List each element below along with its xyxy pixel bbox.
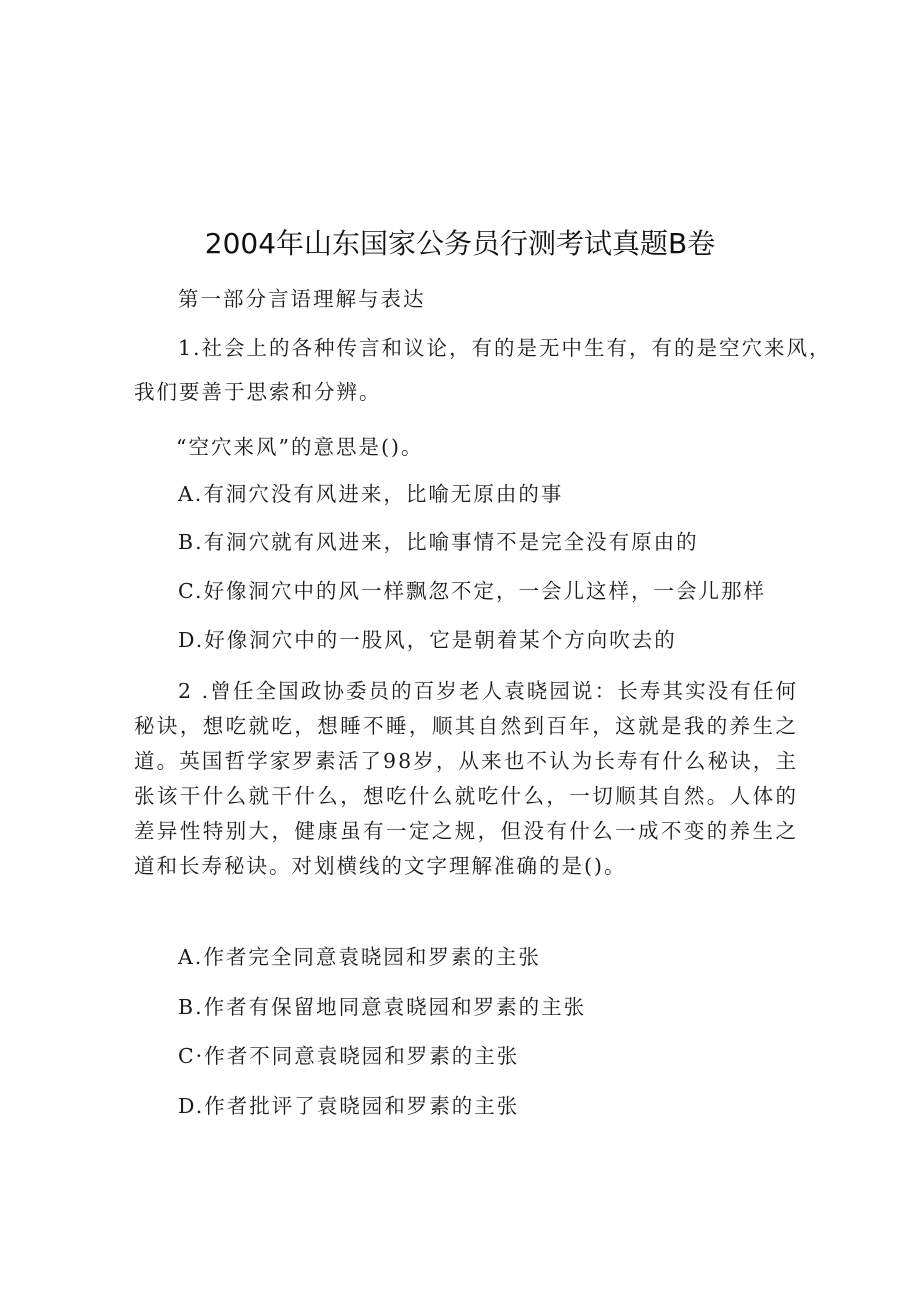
document-title: 2004年山东国家公务员行测考试真题B卷 [204,227,716,260]
q1-option-c: C.好像洞穴中的风一样飘忽不定，一会儿这样，一会儿那样 [178,579,766,603]
q2-option-a: A.作者完全同意袁晓园和罗素的主张 [178,945,541,969]
q1-option-d: D.好像洞穴中的一股风，它是朝着某个方向吹去的 [178,628,677,652]
q1-option-b: B.有洞穴就有风进来，比喻事情不是完全没有原由的 [178,530,699,554]
section-heading: 第一部分言语理解与表达 [178,287,426,311]
q2-stem-text: 2 .曾任全国政协委员的百岁老人袁晓园说：长寿其实没有任何秘诀，想吃就吃，想睡不睡，顺其自然到百年，这就是我的养生之道。英国哲学家罗素活了98岁，从来也不认为长寿有什么秘诀，主张该干什么就干什么，想吃什么就吃什么，一切顺其自然。人体的差异性特别大，健康虽有一定之规，但没有什么一成不变的养生之道和长寿秘诀。对划横线的文字理解准确的是()。 [134,679,798,878]
q1-stem-line2: 我们要善于思索和分辨。 [134,380,382,404]
q2-stem [134,674,798,884]
q2-option-b: B.作者有保留地同意袁晓园和罗素的主张 [178,995,587,1019]
q2-option-d: D.作者批评了袁晓园和罗素的主张 [178,1094,520,1118]
q1-prompt: “空穴来风”的意思是()。 [176,435,424,459]
q1-stem-line1: 1.社会上的各种传言和议论，有的是无中生有，有的是空穴来风， [178,336,832,360]
q1-option-a: A.有洞穴没有风进来，比喻无原由的事 [178,482,564,506]
q2-option-c: C·作者不同意袁晓园和罗素的主张 [178,1044,520,1068]
